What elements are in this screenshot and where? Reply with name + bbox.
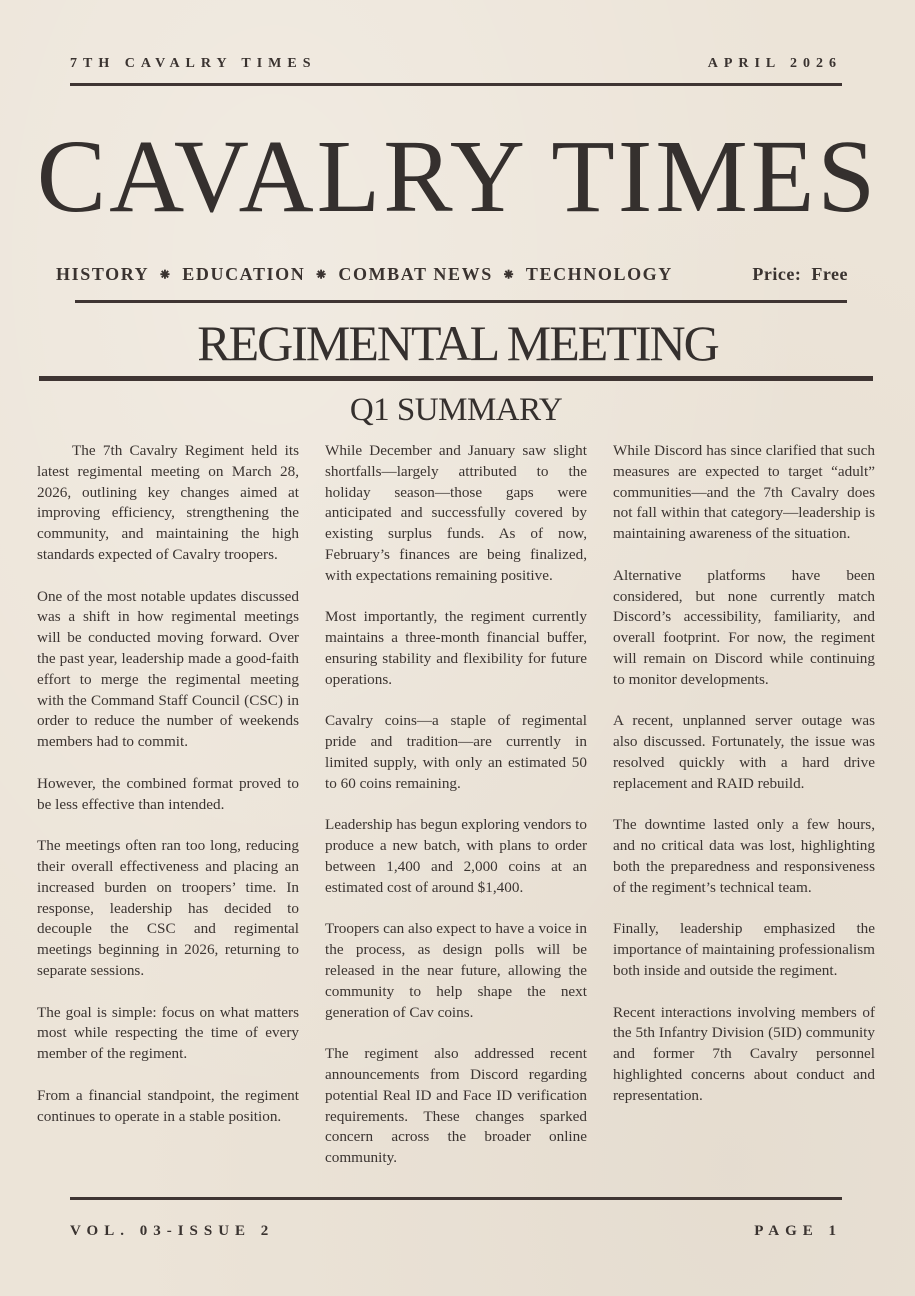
paragraph: One of the most notable updates discussed was a shift in how regimental meetings will be conducted moving forward. Over the past year, leadership made a good-faith effort to merge the regimental meeting with the Command Staff Council (CSC) in order to reduce the number of weekends members had to commit.	[37, 587, 299, 751]
headline-rule	[39, 376, 873, 381]
paragraph: Troopers can also expect to have a voice in the process, as design polls will be released in the near future, allowing the community to help shape the next generation of Cav coins.	[325, 920, 587, 1021]
article-column-2	[325, 441, 587, 1190]
footer	[70, 1223, 842, 1240]
paragraph: Leadership has begun exploring vendors to produce a new batch, with plans to order between 1,400 and 2,000 coins at an estimated cost of around $1,400.	[325, 816, 587, 896]
paragraph: However, the combined format proved to be less effective than intended.	[37, 774, 299, 813]
price-label: Price: Free	[752, 264, 848, 284]
masthead-title: CAVALRY TIMES	[36, 119, 879, 234]
section-combat-news: COMBAT NEWS	[338, 264, 493, 284]
paragraph: The goal is simple: focus on what matters most while respecting the time of every member of the regiment.	[37, 1003, 299, 1063]
paragraph: Alternative platforms have been considered, but none currently match Discord’s accessibility, familiarity, and overall footprint. For now, the regiment will remain on Discord while continuing to monitor developments.	[613, 566, 875, 688]
page-number: PAGE 1	[754, 1223, 842, 1239]
subheadline: Q1 SUMMARY	[349, 392, 563, 428]
paragraph: The regiment also addressed recent announcements from Discord regarding potential Real ID and Face ID verification requirements. These changes sparked concern across the broader online community.	[325, 1045, 587, 1167]
paragraph: Recent interactions involving members of the 5th Infantry Division (5ID) community and former 7th Cavalry personnel highlighted concerns about conduct and representation.	[613, 1003, 875, 1104]
paragraph: The downtime lasted only a few hours, and no critical data was lost, highlighting both the preparedness and responsiveness of the regiment’s technical team.	[613, 816, 875, 896]
article-column-1	[37, 441, 299, 1148]
paragraph: The 7th Cavalry Regiment held its latest regimental meeting on March 28, 2026, outlining key changes aimed at improving efficiency, strengthening the community, and maintaining the high standards expected of Cavalry troopers.	[37, 442, 299, 563]
asterisk-icon: ⁕	[314, 266, 330, 284]
paragraph: While December and January saw slight shortfalls—largely attributed to the holiday season—those gaps were anticipated and successfully covered by existing surplus funds. As of now, February’s finances are being finalized, with expectations remaining positive.	[325, 442, 587, 584]
paragraph: While Discord has since clarified that such measures are expected to target “adult” communities—and the 7th Cavalry does not fall within that category—leadership is maintaining awareness of the situation.	[613, 442, 875, 543]
asterisk-icon: ⁕	[501, 266, 517, 284]
top-rule	[70, 83, 842, 86]
top-line	[70, 56, 842, 72]
section-education: EDUCATION	[182, 264, 306, 284]
paragraph: The meetings often ran too long, reducing their overall effectiveness and placing an increased burden on troopers’ time. In response, leadership has decided to decouple the CSC and regimental meetings beginning in 2026, returning to separate sessions.	[37, 837, 299, 979]
paragraph: Finally, leadership emphasized the importance of maintaining professionalism both inside and outside the regiment.	[613, 920, 875, 979]
volume-issue: VOL. 03-ISSUE 2	[70, 1223, 275, 1239]
issue-date: APRIL 2026	[707, 56, 842, 71]
article-column-3	[613, 441, 875, 1127]
section-technology: TECHNOLOGY	[525, 264, 673, 284]
publication-name: 7TH CAVALRY TIMES	[70, 56, 317, 71]
paragraph: Cavalry coins—a staple of regimental pride and tradition—are currently in limited supply, with only an estimated 50 to 60 coins remaining.	[325, 712, 587, 792]
section-rule	[75, 300, 847, 303]
footer-rule	[70, 1197, 842, 1200]
paragraph: Most importantly, the regiment currently maintains a three-month financial buffer, ensuring stability and flexibility for future operations.	[325, 608, 587, 688]
section-bar	[56, 264, 856, 285]
headline: REGIMENTAL MEETING	[197, 315, 718, 371]
paragraph: From a financial standpoint, the regiment continues to operate in a stable position.	[37, 1086, 299, 1125]
asterisk-icon: ⁕	[158, 266, 174, 284]
paragraph: A recent, unplanned server outage was also discussed. Fortunately, the issue was resolved quickly with a hard drive replacement and RAID rebuild.	[613, 712, 875, 792]
section-history: HISTORY	[56, 264, 150, 284]
